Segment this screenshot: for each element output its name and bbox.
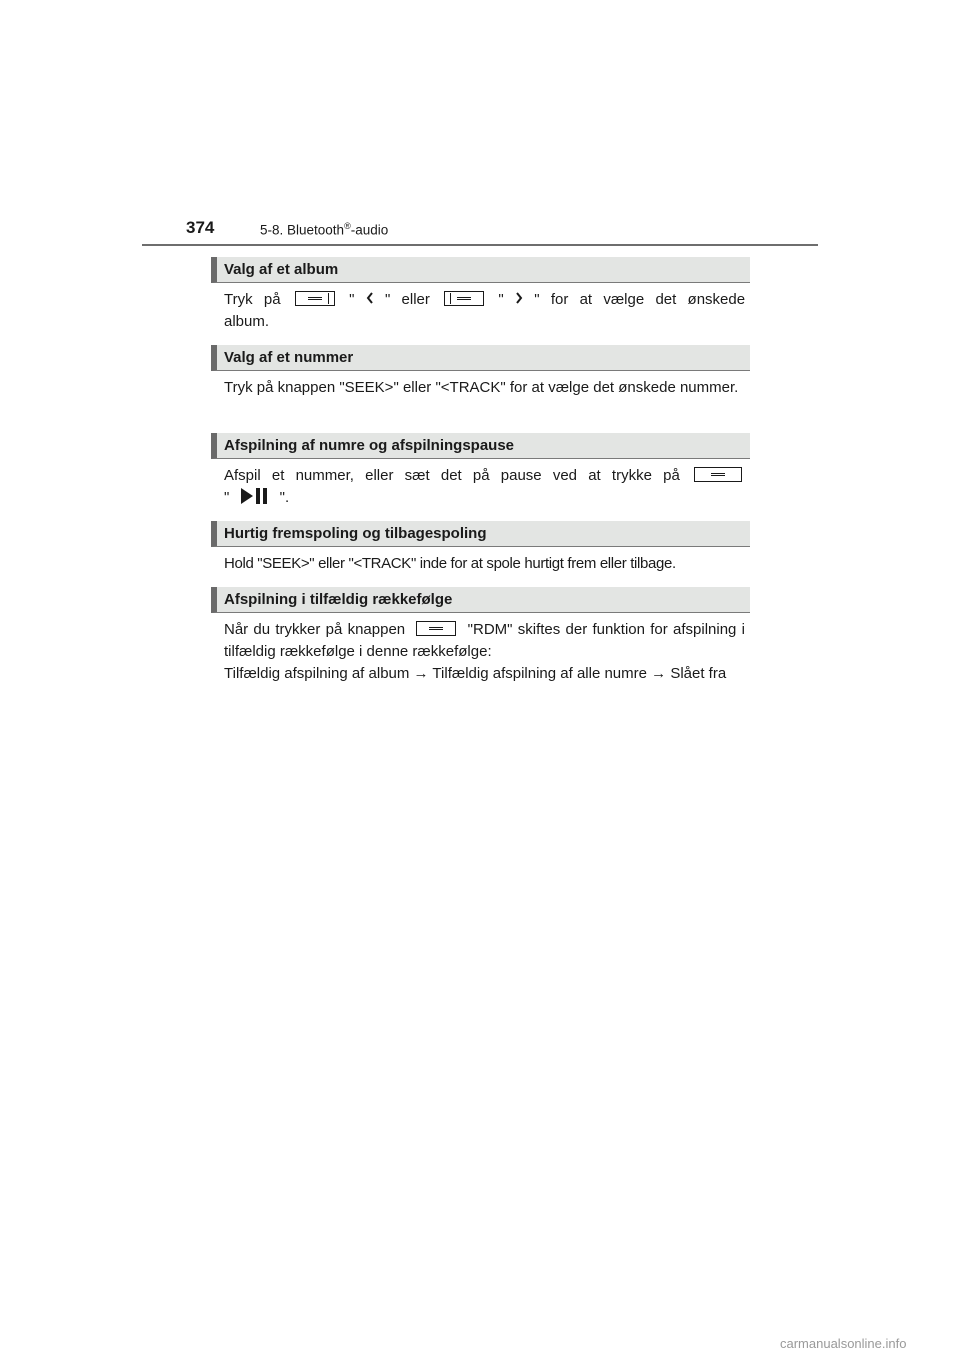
paragraph-seek: Hold "SEEK>" eller "<TRACK" inde for at spole hurtigt frem eller tilbage. bbox=[224, 555, 676, 572]
text: " for at vælge det ønskede bbox=[534, 291, 746, 308]
text: " bbox=[498, 291, 504, 308]
registered-mark: ® bbox=[344, 221, 351, 231]
paragraph-album-line2: album. bbox=[224, 313, 270, 330]
button-icon bbox=[295, 291, 335, 306]
section-heading-play-pause: Afspilning af numre og afspilningspause bbox=[211, 433, 750, 459]
button-icon bbox=[416, 621, 456, 636]
paragraph-album-line1 bbox=[224, 289, 745, 311]
paragraph-track: Tryk på knappen "SEEK>" eller "<TRACK" for at vælge det ønskede nummer. bbox=[224, 379, 739, 396]
text: " bbox=[349, 291, 355, 308]
paragraph-play-pause-line2 bbox=[224, 487, 745, 509]
text: "RDM" skiftes der funktion for afspilning i tilfældig rækkefølge i denne rækkefølge: bbox=[224, 621, 745, 660]
button-icon bbox=[444, 291, 484, 306]
chevron-right-icon bbox=[515, 292, 523, 304]
text: " bbox=[224, 489, 230, 506]
paragraph-play-pause-line1 bbox=[224, 465, 745, 487]
chapter-title bbox=[260, 221, 388, 238]
section-heading-random: Afspilning i tilfældig rækkefølge bbox=[211, 587, 750, 613]
text: ". bbox=[279, 489, 290, 506]
text: Tryk på bbox=[224, 291, 281, 308]
chevron-left-icon bbox=[366, 292, 374, 304]
section-heading-track: Valg af et nummer bbox=[211, 345, 750, 371]
button-icon bbox=[694, 467, 742, 482]
section-heading-album: Valg af et album bbox=[211, 257, 750, 283]
page-header bbox=[142, 214, 818, 246]
header-rule bbox=[142, 244, 818, 246]
paragraph-random-order: Tilfældig afspilning af album → Tilfældig afspilning af alle numre → Slået fra bbox=[224, 665, 727, 682]
chapter-title-text: 5-8. Bluetooth bbox=[260, 222, 345, 238]
text: Afspil et nummer, eller sæt det på pause ved at trykke på bbox=[224, 467, 680, 484]
text: " eller bbox=[384, 291, 430, 308]
section-heading-seek: Hurtig fremspoling og tilbagespoling bbox=[211, 521, 750, 547]
play-pause-icon bbox=[240, 487, 270, 505]
text: Når du trykker på knappen bbox=[224, 621, 406, 638]
footer-watermark: carmanualsonline.info bbox=[780, 1336, 907, 1351]
paragraph-random bbox=[224, 619, 745, 663]
page-number: 374 bbox=[186, 218, 215, 237]
chapter-title-suffix: -audio bbox=[350, 222, 389, 238]
